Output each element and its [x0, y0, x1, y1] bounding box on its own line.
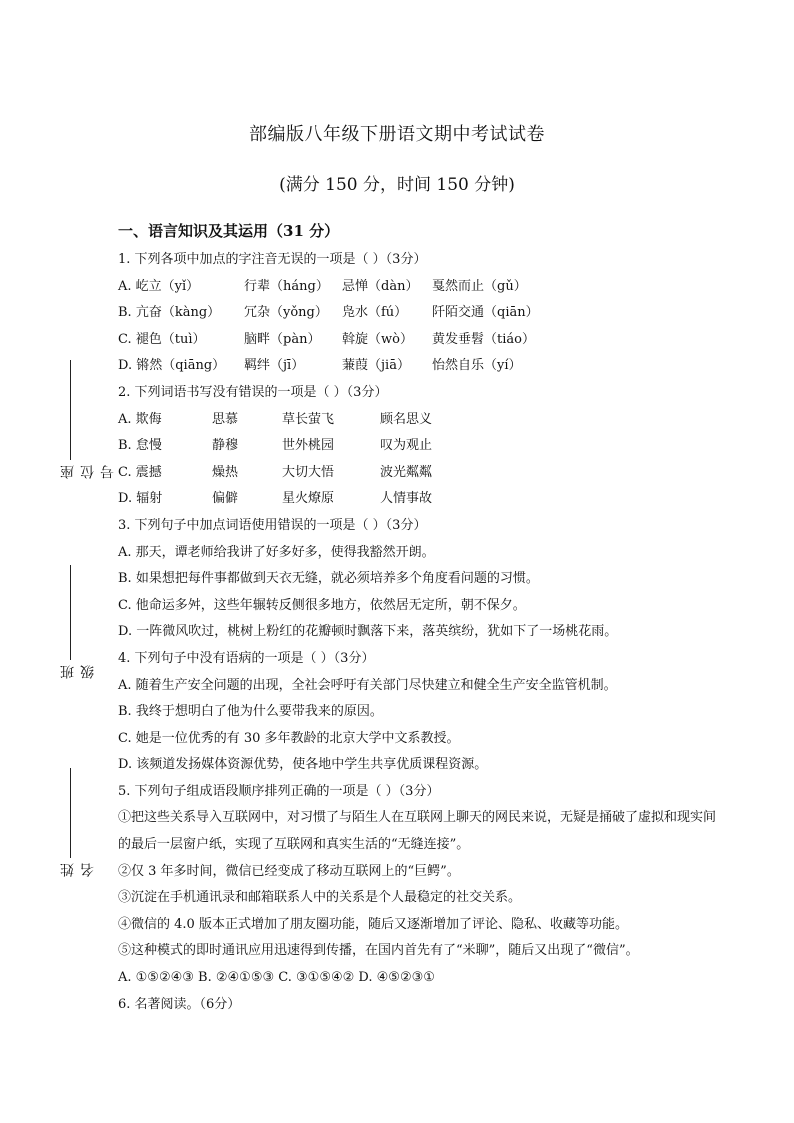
q3-option: D. 一阵微风吹过，桃树上粉红的花瓣顿时飘落下来，落英缤纷，犹如下了一场桃花雨。: [118, 624, 618, 640]
q5-sentence-3: ③沉淀在手机通讯录和邮箱联系人中的关系是个人最稳定的社交关系。: [118, 890, 522, 906]
q1-option-cell: C. 褪色（tuì）: [118, 331, 206, 347]
q2-option-cell: A. 欺侮: [118, 411, 162, 427]
q2-option-cell: 偏僻: [212, 491, 239, 507]
q1-option-cell: 阡陌交通（qiān）: [432, 305, 539, 321]
q2-option-cell: B. 怠慢: [118, 438, 162, 454]
question-body: [118, 247, 718, 1018]
q3-option: A. 那天，谭老师给我讲了好多好多，使得我豁然开朗。: [118, 544, 435, 560]
q3-option: B. 如果想把每件事都做到天衣无缝，就必须培养多个角度看问题的习惯。: [118, 571, 539, 587]
q5-sentence-2: ②仅 3 年多时间，微信已经变成了移动互联网上的“巨鳄”。: [118, 863, 460, 879]
q2-option-cell: 波光粼粼: [380, 464, 433, 480]
q5-choices: A. ①⑤②④③ B. ②④①⑤③ C. ③①⑤④② D. ④⑤②③①: [118, 970, 435, 986]
q1-stem: 1. 下列各项中加点的字注音无误的一项是（ ）（3分）: [118, 252, 427, 267]
q5-stem: 5. 下列句子组成语段顺序排列正确的一项是（ ）（3分）: [118, 783, 440, 799]
q2-option-cell: 叹为观止: [380, 438, 433, 454]
name-line: [70, 768, 71, 858]
q4-option: C. 她是一位优秀的有 30 多年教龄的北京大学中文系教授。: [118, 730, 460, 746]
q1-option-row: [118, 300, 718, 327]
q2-option-cell: 人情事故: [380, 491, 433, 507]
q4-option: A. 随着生产安全问题的出现，全社会呼吁有关部门尽快建立和健全生产安全监管机制。: [118, 677, 617, 693]
page-title: 部编版八年级下册语文期中考试试卷: [249, 124, 545, 145]
q3-option: C. 他命运多舛，这些年辗转反侧很多地方，依然居无定所，朝不保夕。: [118, 597, 526, 613]
q1-option-cell: 脑畔（pàn）: [244, 331, 321, 347]
q2-option-row: [118, 407, 718, 434]
q3-stem: 3. 下列句子中加点词语使用错误的一项是（ ）（3分）: [118, 517, 427, 533]
q5-sentence-5: ⑤这种模式的即时通讯应用迅速得到传播，在国内首先有了“米聊”，随后又出现了“微信”。: [118, 943, 639, 959]
q2-option-row: [118, 486, 718, 513]
q2-option-cell: 燥热: [212, 464, 239, 480]
q2-option-cell: 顾名思义: [380, 411, 433, 427]
name-label: 姓名: [60, 863, 96, 877]
q2-option-cell: 思慕: [212, 411, 239, 427]
q2-option-cell: 世外桃园: [282, 438, 335, 454]
q1-option-cell: 行辈（háng）: [244, 278, 329, 294]
q1-option-cell: 冗杂（yǒng）: [244, 305, 328, 321]
q2-option-cell: C. 震撼: [118, 464, 162, 480]
q1-option-cell: 怡然自乐（yí）: [432, 358, 522, 374]
q4-stem: 4. 下列句子中没有语病的一项是（ ）（3分）: [118, 650, 375, 666]
q1-option-row: [118, 353, 718, 380]
q1-option-cell: 蒹葭（jiā）: [342, 358, 410, 374]
q1-option-cell: 黄发垂髫（tiáo）: [432, 331, 535, 347]
class-line: [70, 565, 71, 660]
q1-option-cell: 凫水（fú）: [342, 305, 408, 321]
q1-option-cell: 羁绊（jī）: [244, 358, 305, 374]
q2-option-row: [118, 460, 718, 487]
q2-option-row: [118, 433, 718, 460]
q2-stem: 2. 下列词语书写没有错误的一项是（ ）（3分）: [118, 384, 388, 400]
q2-option-cell: 星火燎原: [282, 491, 335, 507]
q2-option-cell: 大切大悟: [282, 464, 335, 480]
q1-option-cell: B. 亢奋（kàng）: [118, 305, 221, 321]
q1-option-cell: A. 屹立（yǐ）: [118, 278, 200, 294]
q4-option: D. 该频道发扬媒体资源优势，使各地中学生共享优质课程资源。: [118, 757, 488, 773]
q5-sentence-4: ④微信的 4.0 版本正式增加了朋友圈功能，随后又逐渐增加了评论、隐私、收藏等功能。: [118, 916, 628, 932]
q5-sentence-1: ①把这些关系导入互联网中，对习惯了与陌生人在互联网上聊天的网民来说，无疑是捅破了虚拟和现实间的最后一层窗户纸，实现了互联网和真实生活的“无缝连接”。: [118, 810, 717, 853]
seat-line: [70, 360, 71, 460]
q4-option: B. 我终于想明白了他为什么要带我来的原因。: [118, 704, 383, 720]
seat-label: 座位号: [60, 465, 116, 479]
section-heading: 一、语言知识及其运用（31 分）: [118, 222, 340, 240]
class-label: 班级: [60, 665, 96, 679]
q1-option-row: [118, 327, 718, 354]
q1-option-cell: 戛然而止（gǔ）: [432, 278, 527, 294]
q2-option-cell: 草长萤飞: [282, 411, 335, 427]
q1-option-cell: 忌惮（dàn）: [342, 278, 419, 294]
page-subtitle: (满分 150 分，时间 150 分钟): [279, 175, 515, 195]
q2-option-cell: 静穆: [212, 438, 239, 454]
q1-option-cell: D. 锵然（qiāng）: [118, 358, 226, 374]
q1-option-row: [118, 274, 718, 301]
q6-stem: 6. 名著阅读。（6分）: [118, 996, 241, 1012]
q1-option-cell: 斡旋（wò）: [342, 331, 413, 347]
q2-option-cell: D. 辐射: [118, 491, 163, 507]
